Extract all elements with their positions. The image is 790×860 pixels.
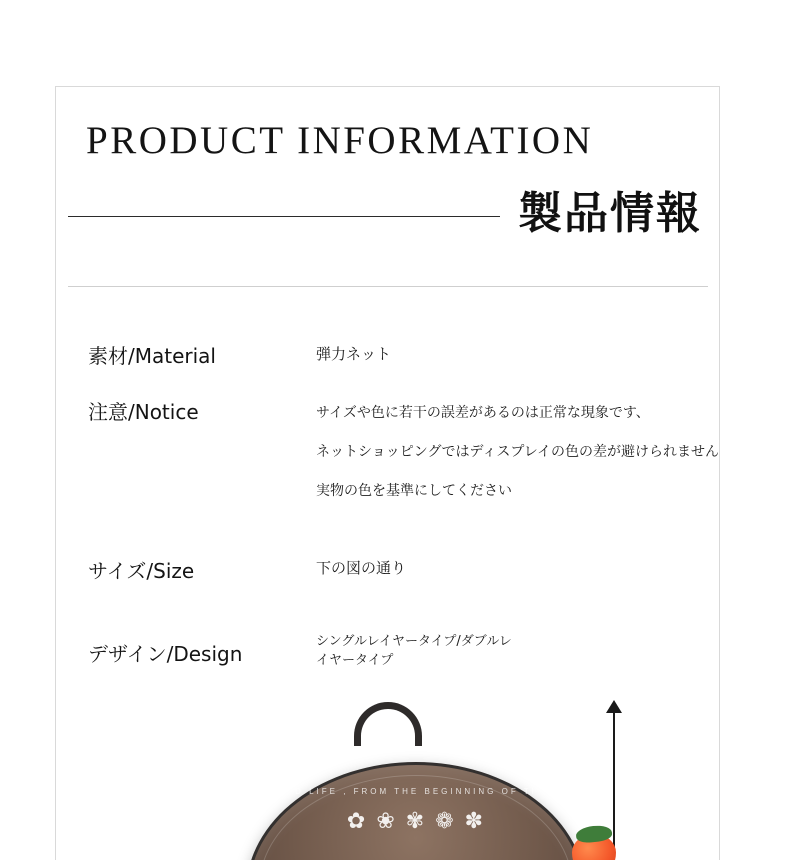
strawberry-prop <box>568 820 620 860</box>
page-title-english: PRODUCT INFORMATION <box>86 119 594 162</box>
bag-doodle-print: ✿ ❀ ✾ ❁ ✽ <box>346 809 486 834</box>
spec-value-notice-line-2: ネットショッピングではディスプレイの色の差が避けられません <box>316 444 720 460</box>
spec-value-design: シングルレイヤータイプ/ダブルレイヤータイプ <box>316 634 512 668</box>
spec-value-material: 弾力ネット <box>316 345 392 363</box>
spec-label-size: サイズ/Size <box>88 559 195 583</box>
spec-label-design: デザイン/Design <box>88 642 243 666</box>
spec-value-size: 下の図の通り <box>316 559 407 577</box>
bag-print-text: D LIFE , FROM THE BEGINNING OF TI <box>295 787 537 796</box>
bag-handle <box>354 702 422 746</box>
title-divider-bottom <box>68 286 708 287</box>
bag-body <box>246 762 586 860</box>
page-title-japanese: 製品情報 <box>500 190 712 238</box>
spec-label-notice: 注意/Notice <box>88 400 199 424</box>
measurement-arrow-head-icon <box>606 700 622 713</box>
spec-value-notice-line-1: サイズや色に若干の誤差があるのは正常な現象です、 <box>316 405 650 421</box>
spec-label-material: 素材/Material <box>88 344 216 368</box>
product-photo <box>56 690 719 860</box>
spec-value-notice-line-3: 実物の色を基準にしてください <box>316 483 512 499</box>
